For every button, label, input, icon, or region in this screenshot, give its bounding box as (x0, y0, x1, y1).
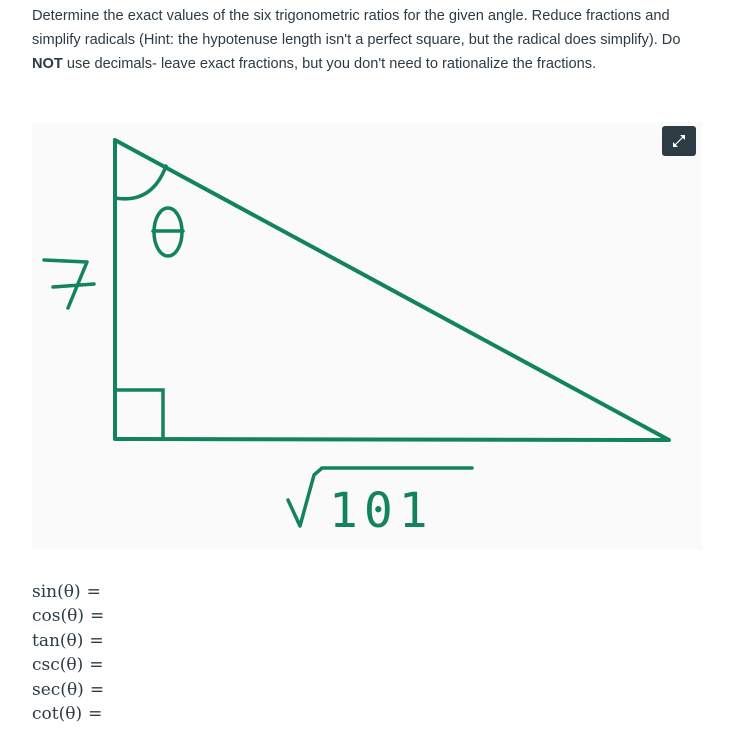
tan-label: tan(θ) (32, 630, 84, 651)
expand-image-button[interactable] (662, 126, 696, 156)
question-prompt (32, 4, 708, 76)
right-angle-marker (115, 390, 163, 438)
prompt-bold: NOT (32, 56, 63, 72)
triangle-figure (32, 122, 702, 550)
csc-label: csc(θ) (32, 655, 84, 676)
sec-label: sec(θ) (32, 679, 84, 700)
prompt-text-2: use decimals- leave exact fractions, but you don't need to rationalize the fractions. (62, 56, 597, 72)
prompt-text-1: Determine the exact values of the six trigonometric ratios for the given angle. Reduce fractions and simplify radicals (Hint: the hypotenuse length isn't a perfect square, but the radical does simplify). Do (32, 8, 681, 48)
side-label-radicand: 101 (329, 483, 434, 539)
equals-sign: = (86, 582, 101, 602)
answer-list (32, 580, 104, 726)
cos-label: cos(θ) (32, 606, 84, 627)
sin-label: sin(θ) (32, 582, 81, 602)
right-triangle (115, 140, 669, 440)
equals-sign: = (89, 606, 105, 627)
theta-label (153, 208, 183, 256)
angle-arc (115, 166, 166, 199)
expand-icon (671, 133, 687, 149)
triangle-diagram (32, 122, 702, 550)
equals-sign: = (89, 679, 105, 700)
answer-sec (32, 678, 104, 702)
answer-cot (32, 702, 104, 726)
answer-csc (32, 653, 104, 677)
side-label-seven (44, 260, 94, 308)
answer-cos (32, 604, 104, 628)
answer-sin (32, 580, 104, 604)
answer-tan (32, 629, 104, 653)
equals-sign: = (89, 655, 104, 676)
equals-sign: = (88, 703, 103, 724)
equals-sign: = (89, 630, 104, 651)
cot-label: cot(θ) (32, 703, 83, 724)
